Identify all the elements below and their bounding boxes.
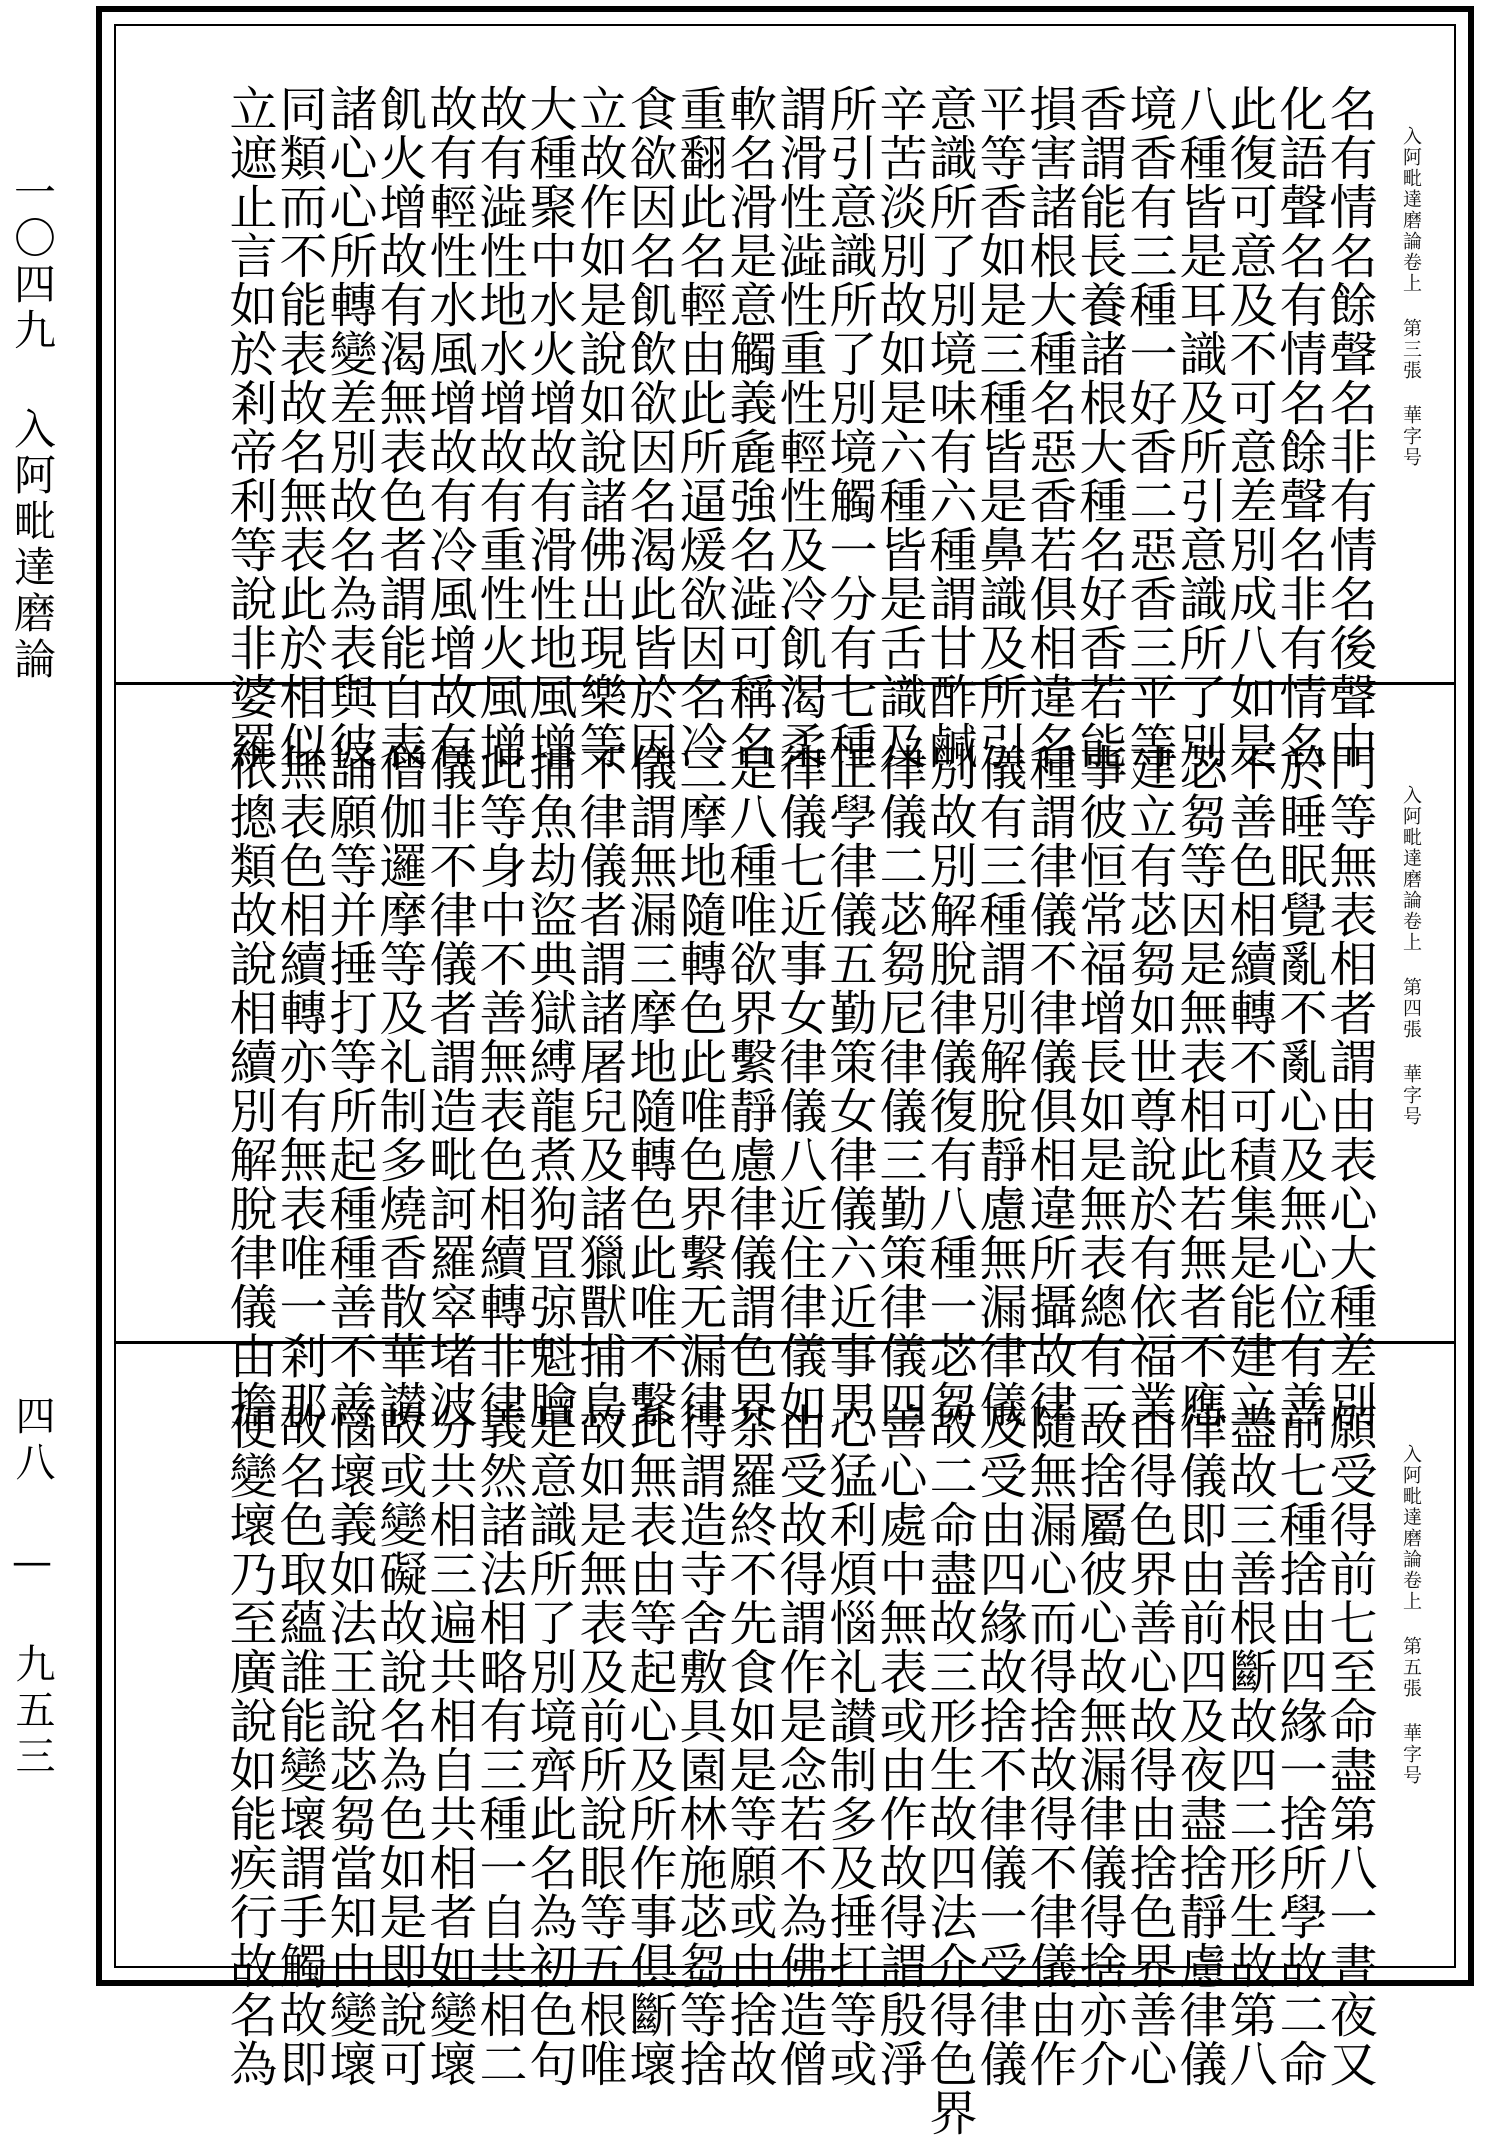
text-column: 謂滑性澁性重性輕性及冷飢渴柔 <box>771 84 827 770</box>
text-column: 事彼恒常福增長如是無表總有三 <box>1071 743 1127 1429</box>
text-column: 別故別解脫律儀復有八種一苾芻 <box>921 743 977 1429</box>
text-column: 是八種唯欲界繫靜慮律儀謂色界 <box>721 743 777 1429</box>
text-column: 律儀七近事女律儀八近住律儀如 <box>771 743 827 1429</box>
text-column: 茶羅終不先食如是等願或由捨故 <box>721 1402 777 2088</box>
text-column: 故如是無表及前所說眼等五根唯 <box>571 1402 627 2088</box>
text-column: 重翻此名輕由此所逼煖欲因名冷 <box>671 84 727 770</box>
text-column: 意識所了別境味有六種謂甘酢鹹 <box>921 84 977 770</box>
text-column: 苾芻等因是無表相此若無者不應 <box>1171 743 1227 1429</box>
text-column: 飢火增故有渴無表色者謂能自表 <box>371 84 427 770</box>
text-column: 及受由四緣故捨不律儀一受律儀 <box>971 1402 1027 2088</box>
text-column: 儀有三種謂別解脫靜慮無漏律儀 <box>971 743 1027 1429</box>
text-column: 捕魚劫盜典獄縛龍煮狗罝弶魁膾 <box>521 743 577 1429</box>
text-column: 立故作如是說如說諸佛出現樂等 <box>571 84 627 770</box>
text-column: 不律儀者謂諸屠兒及諸獵獸捕鳥 <box>571 743 627 1429</box>
text-column: 依摠類故說相續別解脫律儀由擔 <box>221 743 277 1429</box>
text-column: 故捨屬彼心故無漏律儀得捨亦介 <box>1071 1402 1127 2088</box>
text-column: 得謂造寺舍敷具園林施苾芻等捨 <box>671 1402 727 2088</box>
margin-title: 一〇四九 入阿毗達磨論 <box>8 170 57 683</box>
text-column: 願受得前七至命盡第八一晝夜又 <box>1321 1402 1377 2088</box>
page-inner-border <box>114 24 1456 2137</box>
text-column: 此無表由等起心及所作事俱斷壞 <box>621 1402 677 2088</box>
panel-top <box>116 26 1454 770</box>
text-column: 故有輕性水風增故有冷風增故有 <box>421 84 477 770</box>
text-column: 誦願等并捶打等所起種種善不善 <box>321 743 377 1429</box>
text-column: 此復可意及不可意差別成八如是 <box>1221 84 1277 770</box>
text-column: 律儀即由前四及夜盡捨靜慮律儀 <box>1171 1402 1227 2088</box>
text-column: 辛苦淡別故如是六種皆是舌識及 <box>871 84 927 770</box>
text-column: 無表色相續轉亦有無表唯一剎那 <box>271 743 327 1429</box>
text-column: 損害諸根大種名惡香若俱相違名 <box>1021 84 1077 770</box>
text-column: 不善色相續轉不可積集是能建立 <box>1221 743 1277 1429</box>
text-column: 由受故得謂作是念若不為佛造僧 <box>771 1402 827 2088</box>
text-column: 諸心心所轉變差別故名為表與彼 <box>321 84 377 770</box>
text-column: 儀非不律儀者謂造毗訶羅窣堵波 <box>421 743 477 1429</box>
text-columns <box>221 743 1377 1429</box>
page-frame <box>96 6 1474 2137</box>
panel-gloss: 入阿毗達磨論卷上 第五張 華字号 <box>1400 1444 1422 1786</box>
text-column: 種謂律儀不律儀俱相違所攝故律 <box>1021 743 1077 1429</box>
text-column: 故二命盡故三形生故四法介得色界 <box>921 1402 977 2137</box>
text-column: 立遮止言如於剎帝利等說非婆羅 <box>221 84 277 770</box>
text-column: 於睡眠覺亂不亂心及無心位有善 <box>1271 743 1327 1429</box>
text-column: 建立有苾芻如世尊說於有依福業 <box>1121 743 1177 1429</box>
panel-gloss: 入阿毗達磨論卷上 第三張 華字号 <box>1400 126 1422 468</box>
text-column: 三摩地隨轉色此唯色界繫无漏律 <box>671 743 727 1429</box>
panel-middle <box>116 685 1454 1429</box>
text-column: 善心處中無表或由作故得謂殷淨 <box>871 1402 927 2088</box>
text-column: 惱壞義如法王說苾芻當知由變壞 <box>321 1402 377 2088</box>
text-column: 律儀二苾芻尼律儀三勤策律儀四 <box>871 743 927 1429</box>
text-column: 儀謂無漏三摩地隨轉色此唯不繫 <box>621 743 677 1429</box>
text-column: 是意識所了別境齊此名為初色句 <box>521 1402 577 2088</box>
panel-gloss: 入阿毗達磨論卷上 第四張 華字号 <box>1400 785 1422 1127</box>
text-column: 由得色界善心故得由捨色界善心 <box>1121 1402 1177 2088</box>
text-column: 故有澁性地水增故有重性火風增 <box>471 84 527 770</box>
margin-page-number: 四八 — 九五三 <box>9 1395 55 1781</box>
text-column: 分共相三遍共相自共相者如變壞 <box>421 1402 477 2088</box>
text-columns <box>221 84 1377 770</box>
text-column: 此等身中不善無表色相續轉非律 <box>471 743 527 1429</box>
text-column: 同類而不能表故名無表此於相似 <box>271 84 327 770</box>
text-column: 隨無漏心而得捨故得不律儀由作 <box>1021 1402 1077 2088</box>
text-column: 名有情名餘聲名非有情名後聲中 <box>1321 84 1377 770</box>
text-column: 心猛利煩惱礼讃制多及捶打等或 <box>821 1402 877 2088</box>
text-column: 香謂能長養諸根大種名好香若能 <box>1071 84 1127 770</box>
text-column: 故名色取蘊誰能變壞謂手觸故即 <box>271 1402 327 2088</box>
text-column: 門等無表相者謂由表心大種差別 <box>1321 743 1377 1429</box>
text-column: 義然諸法相略有三種一自共相二 <box>471 1402 527 2088</box>
text-column: 食欲因名飢飲欲因名渴此皆於因 <box>621 84 677 770</box>
text-column: 軟名滑是意觸義麁強名澁可稱名 <box>721 84 777 770</box>
text-column: 八種皆是耳識及所引意識所了別 <box>1171 84 1227 770</box>
text-column: 便變壞乃至廣說如能疾行故名為 <box>221 1402 277 2088</box>
text-columns <box>221 1402 1377 2137</box>
text-column: 大種聚中水火增故有滑性地風增 <box>521 84 577 770</box>
text-column: 盡故三善根斷故四二形生故第八 <box>1221 1402 1277 2088</box>
text-column: 化語聲名有情名餘聲名非有情名 <box>1271 84 1327 770</box>
text-column: 正學律儀五勤策女律儀六近事男 <box>821 743 877 1429</box>
text-column: 平等香如是三種皆是鼻識及所引 <box>971 84 1027 770</box>
panel-bottom <box>116 1344 1454 2137</box>
text-column: 境香有三種一好香二惡香三平等 <box>1121 84 1177 770</box>
text-column: 前七種捨由四緣一捨所學故二命 <box>1271 1402 1327 2088</box>
text-column: 僧伽邏摩等及礼制多燒香散華讃 <box>371 743 427 1429</box>
text-column: 故或變礙故說名為色如是即說可 <box>371 1402 427 2088</box>
text-column: 所引意識所了別境觸一分有七種 <box>821 84 877 770</box>
